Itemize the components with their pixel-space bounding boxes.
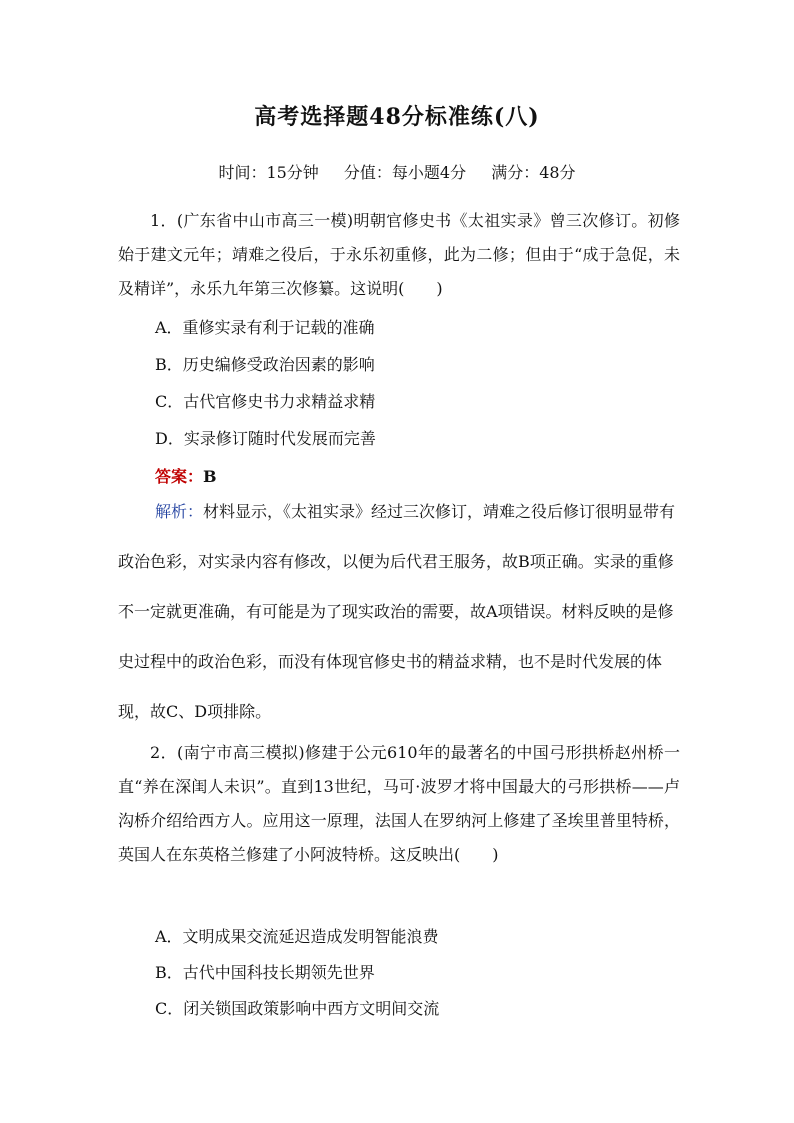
exam-meta bbox=[0, 160, 794, 183]
question-1-stem: 1．(广东省中山市高三一模)明朝官修史书《太祖实录》曾三次修订。初修始于建文元年；靖难之役后，于永乐初重修，此为二修；但由于“成于急促，未及精详”，永乐九年第三次修纂。这说明( ) bbox=[118, 211, 680, 298]
question-1 bbox=[118, 204, 680, 306]
question-2-option-c: C．闭关锁国政策影响中西方文明间交流 bbox=[155, 999, 440, 1018]
question-1-option-a: A．重修实录有利于记载的准确 bbox=[155, 318, 375, 337]
question-2 bbox=[118, 736, 680, 872]
question-1-option-d: D．实录修订随时代发展而完善 bbox=[155, 429, 376, 448]
full-score: 满分：48分 bbox=[491, 163, 576, 182]
analysis-text: 材料显示，《太祖实录》经过三次修订，靖难之役后修订很明显带有政治色彩，对实录内容有修改，以便为后代君王服务，故B项正确。实录的重修不一定就更准确，有可能是为了现实政治的需要，故A项错误。材料反映的是修史过程中的政治色彩，而没有体现官修史书的精益求精，也不是时代发展的体现，故C、D项排除。 bbox=[118, 502, 676, 721]
question-2-stem: 2．(南宁市高三模拟)修建于公元610年的最著名的中国弓形拱桥赵州桥一直“养在深闺人未识”。直到13世纪，马可·波罗才将中国最大的弓形拱桥——卢沟桥介绍给西方人。应用这一原理，法国人在罗纳河上修建了圣埃里普里特桥，英国人在东英格兰修建了小阿波特桥。这反映出( ) bbox=[118, 743, 680, 864]
question-1-option-b: B．历史编修受政治因素的影响 bbox=[155, 355, 375, 374]
score-per-question: 分值：每小题4分 bbox=[343, 163, 467, 182]
answer-label: 答案： bbox=[155, 467, 204, 486]
answer-value: B bbox=[203, 467, 217, 486]
time-limit: 时间：15分钟 bbox=[218, 163, 319, 182]
question-1-analysis bbox=[118, 487, 680, 737]
analysis-label: 解析： bbox=[155, 502, 204, 521]
question-2-option-b: B．古代中国科技长期领先世界 bbox=[155, 963, 375, 982]
question-1-option-c: C．古代官修史书力求精益求精 bbox=[155, 392, 376, 411]
question-1-answer bbox=[155, 464, 217, 487]
page-title: 高考选择题48分标准练(八) bbox=[254, 104, 540, 130]
question-2-option-a: A．文明成果交流延迟造成发明智能浪费 bbox=[155, 927, 439, 946]
